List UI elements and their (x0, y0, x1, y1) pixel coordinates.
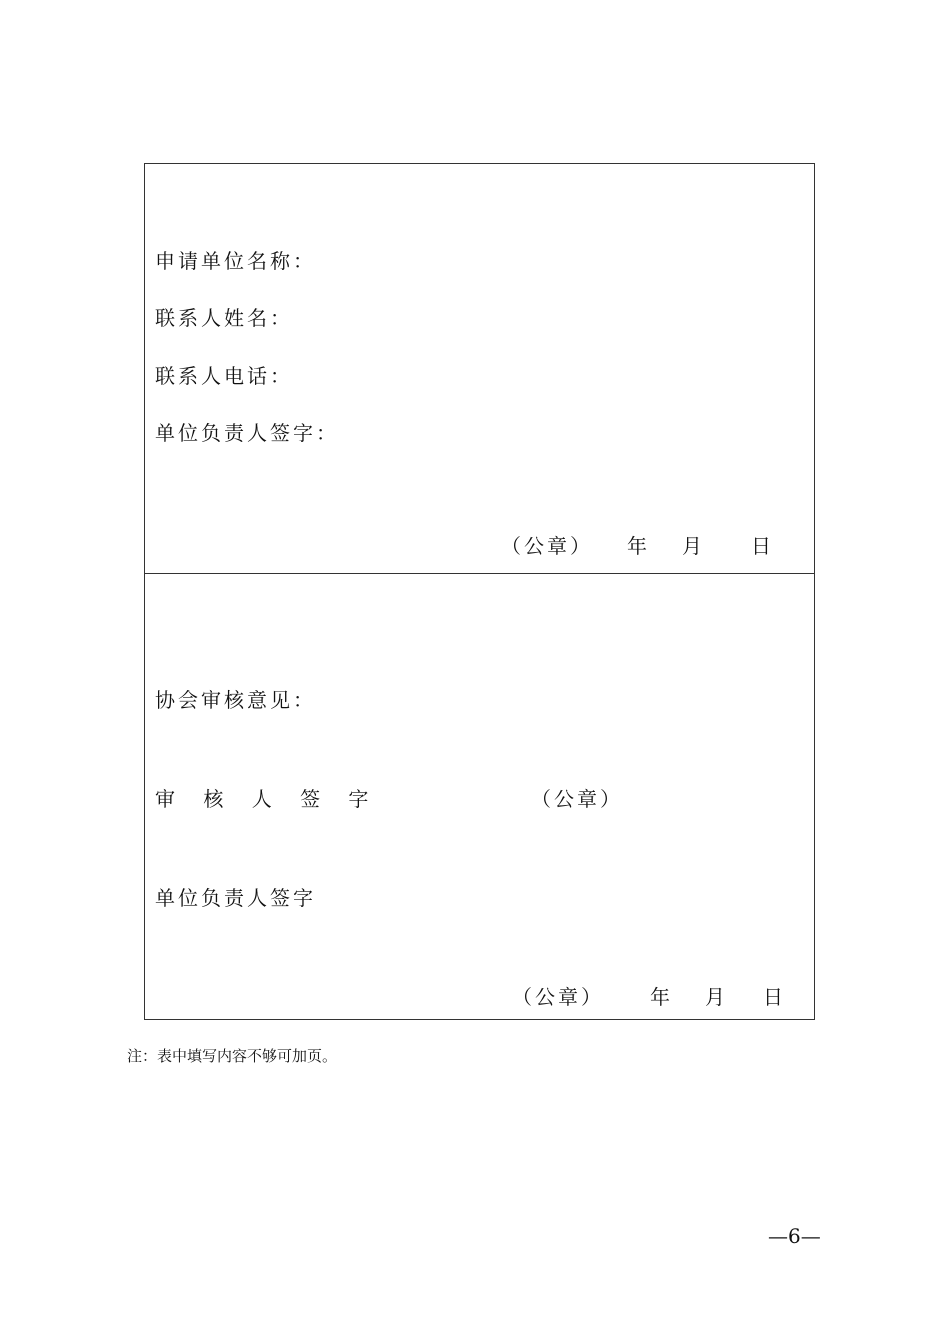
footnote: 注：表中填写内容不够可加页。 (127, 1047, 338, 1065)
reviewer-seal-label: （公章） (531, 787, 623, 811)
review-day-label: 日 (763, 985, 786, 1009)
review-month-label: 月 (705, 985, 728, 1009)
section-divider (145, 573, 814, 574)
org-name-label: 申请单位名称： (155, 249, 316, 273)
application-form-table (144, 163, 815, 1020)
page-number: —6— (768, 1224, 821, 1248)
review-year-label: 年 (650, 985, 673, 1009)
reviewer-signature-label: 审 核 人 签 字 (155, 787, 380, 811)
applicant-year-label: 年 (627, 534, 650, 558)
applicant-month-label: 月 (682, 534, 705, 558)
contact-name-label: 联系人姓名： (155, 306, 293, 330)
review-responsible-signature-label: 单位负责人签字 (155, 886, 316, 910)
review-opinion-label: 协会审核意见： (155, 688, 316, 712)
review-seal-label: （公章） (512, 985, 604, 1009)
applicant-day-label: 日 (751, 534, 774, 558)
responsible-signature-label: 单位负责人签字： (155, 421, 339, 445)
contact-phone-label: 联系人电话： (155, 364, 293, 388)
applicant-seal-label: （公章） (501, 534, 593, 558)
